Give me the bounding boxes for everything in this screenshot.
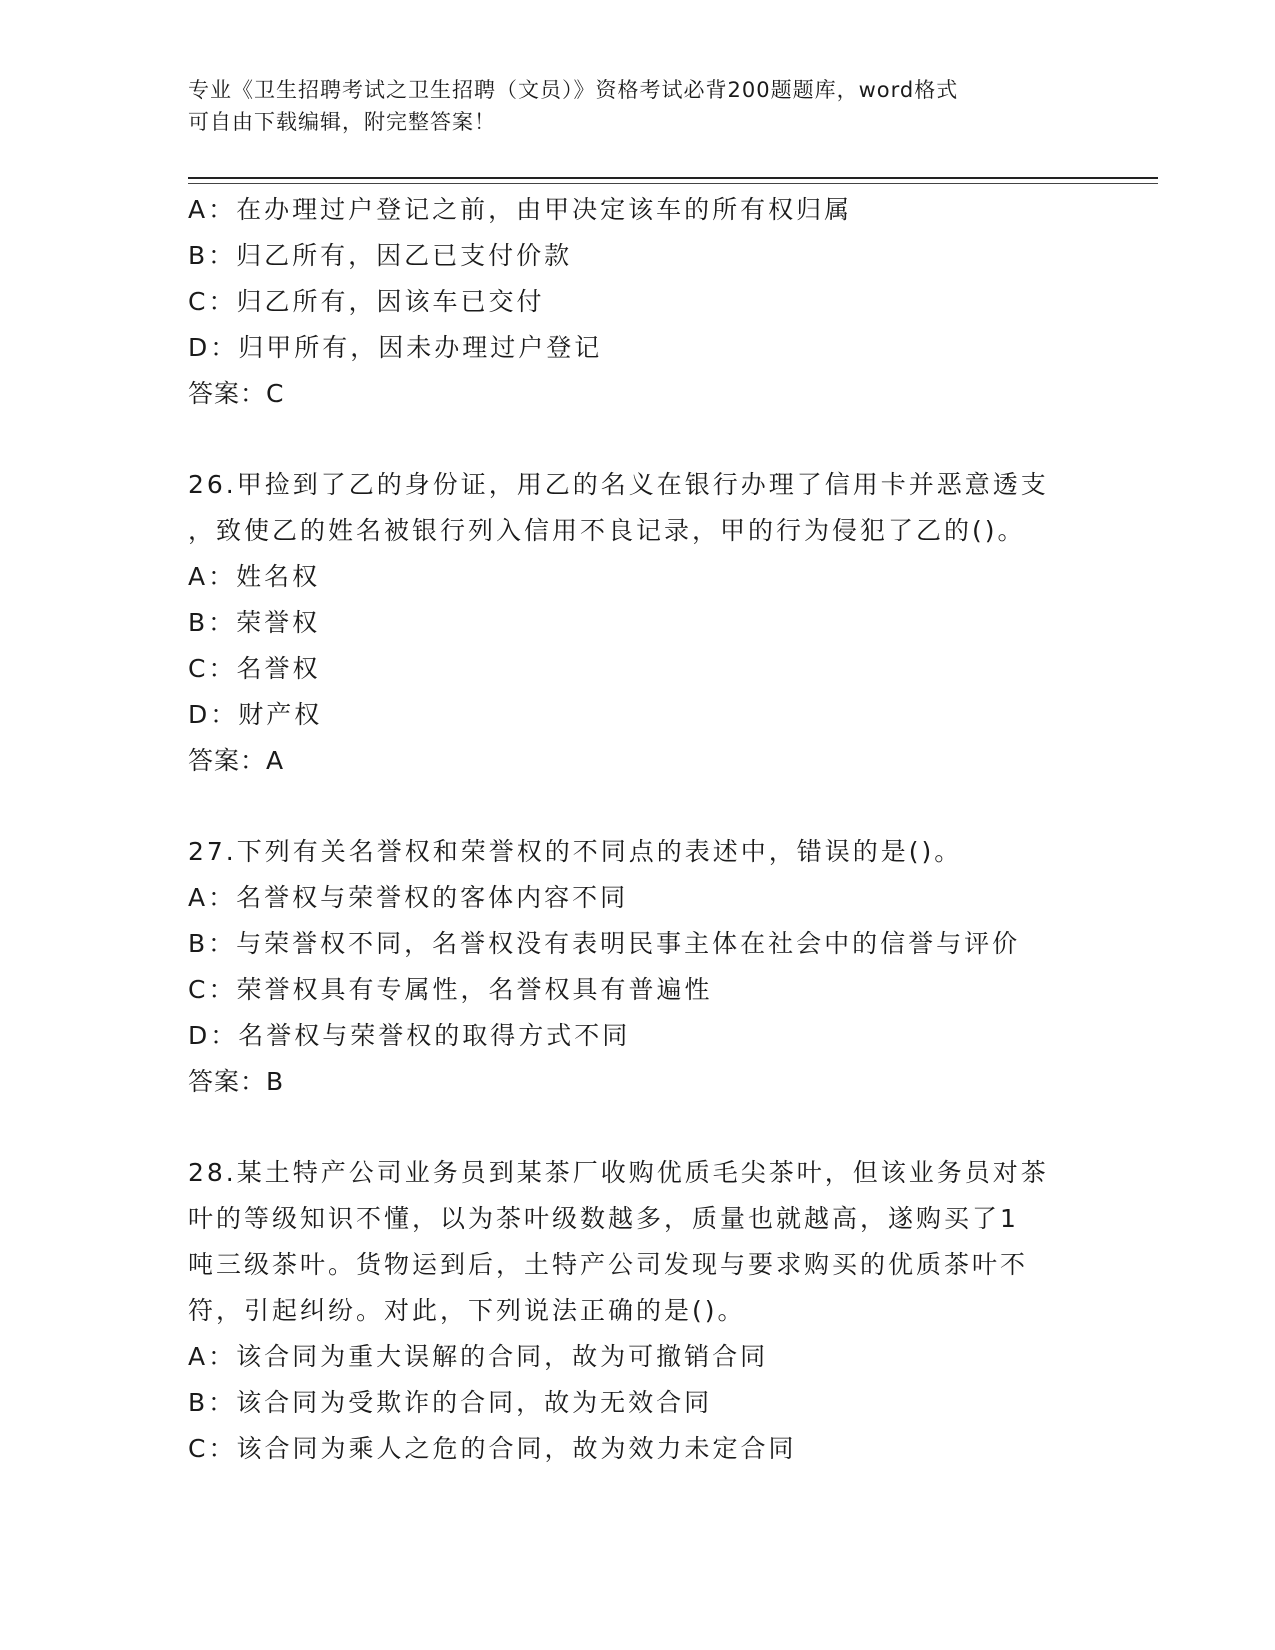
question-27-option-d: D：名誉权与荣誉权的取得方式不同	[188, 1021, 631, 1050]
question-28-stem-line-3: 吨三级茶叶。货物运到后，土特产公司发现与要求购买的优质茶叶不	[188, 1250, 1029, 1279]
question-25-option-b: B：归乙所有，因乙已支付价款	[188, 241, 573, 270]
document-header	[188, 74, 1088, 138]
question-25	[188, 187, 1138, 417]
question-28	[188, 1150, 1138, 1472]
spacer	[188, 417, 1138, 462]
question-26	[188, 462, 1138, 784]
header-divider-thick	[188, 177, 1158, 179]
question-28-option-a: A：该合同为重大误解的合同，故为可撤销合同	[188, 1342, 769, 1371]
question-28-stem-line-1: 28.某土特产公司业务员到某茶厂收购优质毛尖茶叶，但该业务员对茶	[188, 1158, 1049, 1187]
header-title-line-2: 可自由下载编辑，附完整答案！	[188, 110, 496, 134]
question-25-answer: 答案：C	[188, 379, 285, 408]
question-27-answer: 答案：B	[188, 1067, 285, 1096]
question-27-option-a: A：名誉权与荣誉权的客体内容不同	[188, 883, 629, 912]
question-26-option-d: D：财产权	[188, 700, 323, 729]
question-25-option-a: A：在办理过户登记之前，由甲决定该车的所有权归属	[188, 195, 853, 224]
spacer	[188, 1105, 1138, 1150]
question-27	[188, 829, 1138, 1105]
question-26-option-b: B：荣誉权	[188, 608, 321, 637]
question-28-stem-line-2: 叶的等级知识不懂，以为茶叶级数越多，质量也就越高，遂购买了1	[188, 1204, 1019, 1233]
question-28-option-b: B：该合同为受欺诈的合同，故为无效合同	[188, 1388, 713, 1417]
question-28-option-c: C：该合同为乘人之危的合同，故为效力未定合同	[188, 1434, 797, 1463]
header-title-line-1: 专业《卫生招聘考试之卫生招聘（文员）》资格考试必背200题题库，word格式	[188, 78, 959, 102]
question-list	[188, 187, 1138, 1472]
question-26-answer: 答案：A	[188, 746, 285, 775]
header-divider-thin	[188, 183, 1158, 184]
question-27-option-c: C：荣誉权具有专属性，名誉权具有普遍性	[188, 975, 713, 1004]
question-27-stem-line-1: 27.下列有关名誉权和荣誉权的不同点的表述中，错误的是()。	[188, 837, 963, 866]
question-26-option-c: C：名誉权	[188, 654, 321, 683]
question-26-option-a: A：姓名权	[188, 562, 321, 591]
question-25-option-c: C：归乙所有，因该车已交付	[188, 287, 545, 316]
question-28-stem-line-4: 符，引起纠纷。对此，下列说法正确的是()。	[188, 1296, 746, 1325]
question-27-option-b: B：与荣誉权不同，名誉权没有表明民事主体在社会中的信誉与评价	[188, 929, 1021, 958]
spacer	[188, 784, 1138, 829]
question-26-stem-line-2: ，致使乙的姓名被银行列入信用不良记录，甲的行为侵犯了乙的()。	[188, 516, 1026, 545]
question-26-stem-line-1: 26.甲捡到了乙的身份证，用乙的名义在银行办理了信用卡并恶意透支	[188, 470, 1049, 499]
question-25-option-d: D：归甲所有，因未办理过户登记	[188, 333, 603, 362]
